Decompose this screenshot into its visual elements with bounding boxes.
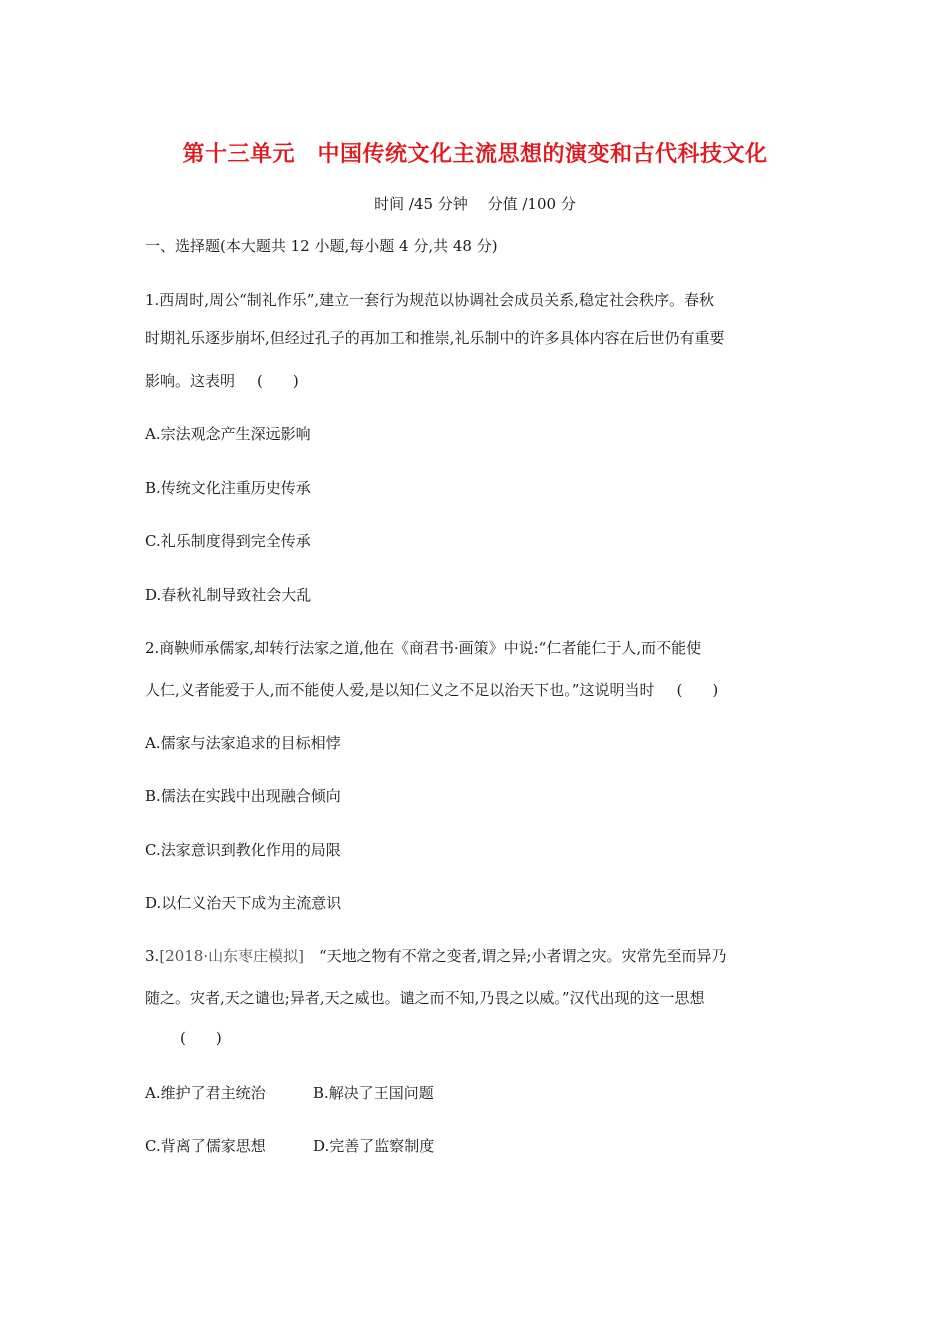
question-3-stem-start: “天地之物有不常之变者,谓之异;小者谓之灾。灾常先至而异乃 [318, 947, 727, 965]
question-2-line-1: 2.商鞅师承儒家,却转行法家之道,他在《商君书·画策》中说:“仁者能仁于人,而不能使 [145, 639, 702, 657]
question-3-option-b: B.解决了王国问题 [313, 1084, 434, 1102]
question-2-option-a: A.儒家与法家追求的目标相悖 [145, 734, 341, 752]
question-3-option-c: C.背离了儒家思想 [145, 1137, 266, 1155]
question-1-option-b: B.传统文化注重历史传承 [145, 479, 311, 497]
question-1-line-1: 1.西周时,周公“制礼作乐”,建立一套行为规范以协调社会成员关系,稳定社会秩序。春秋 [145, 291, 714, 309]
answer-bracket: ( ) [676, 681, 719, 699]
question-2-option-b: B.儒法在实践中出现融合倾向 [145, 787, 341, 805]
question-3-options-row-1 [145, 1083, 434, 1103]
question-3-option-a: A.维护了君主统治 [145, 1084, 266, 1102]
question-1-option-a: A.宗法观念产生深远影响 [145, 425, 311, 443]
answer-bracket: ( ) [257, 372, 299, 390]
section-heading: 一、选择题(本大题共 12 小题,每小题 4 分,共 48 分) [145, 237, 498, 255]
question-2-line-2 [145, 680, 718, 700]
question-3-line-2: 随之。灾者,天之谴也;异者,天之威也。谴之而不知,乃畏之以威。”汉代出现的这一思想 [145, 989, 705, 1007]
question-2-option-c: C.法家意识到教化作用的局限 [145, 841, 341, 859]
question-1-option-c: C.礼乐制度得到完全传承 [145, 532, 311, 550]
page-title: 第十三单元 中国传统文化主流思想的演变和古代科技文化 [182, 142, 768, 167]
answer-bracket: ( ) [180, 1029, 222, 1047]
question-2-stem-end: 人仁,义者能爱于人,而不能使人爱,是以知仁义之不足以治天下也。”这说明当时 [145, 681, 655, 699]
question-3-source-tag: [2018·山东枣庄模拟] [159, 947, 304, 965]
question-2-option-d: D.以仁义治天下成为主流意识 [145, 894, 342, 912]
question-3-option-d: D.完善了监察制度 [313, 1137, 435, 1155]
question-3-line-1 [145, 946, 726, 966]
question-1-line-3 [145, 371, 299, 391]
question-1-option-d: D.春秋礼制导致社会大乱 [145, 586, 312, 604]
question-1-stem-end: 影响。这表明 [145, 372, 236, 390]
question-3-options-row-2 [145, 1136, 434, 1156]
exam-meta: 时间 /45 分钟 分值 /100 分 [374, 195, 576, 213]
question-1-line-2: 时期礼乐逐步崩坏,但经过孔子的再加工和推崇,礼乐制中的许多具体内容在后世仍有重要 [145, 329, 725, 347]
question-3-number: 3. [145, 947, 160, 965]
